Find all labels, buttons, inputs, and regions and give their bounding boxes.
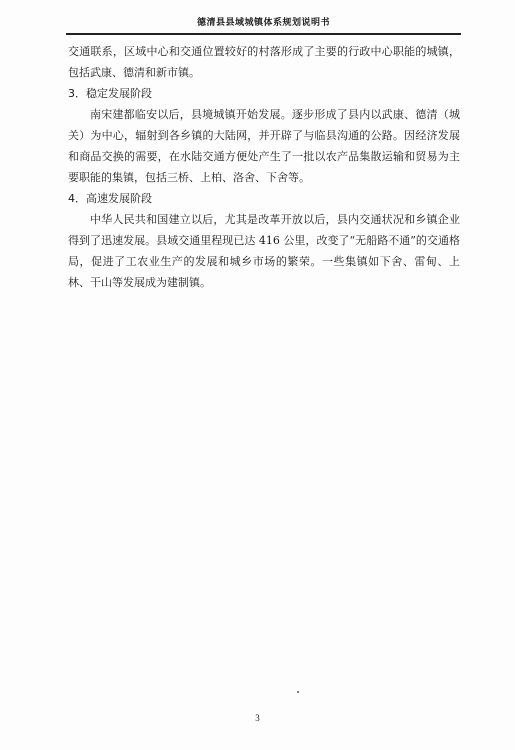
scan-speck [297,691,299,693]
intro-paragraph: 交通联系，区域中心和交通位置较好的村落形成了主要的行政中心职能的城镇，包括武康、德清和新市镇。 [68,45,460,79]
page-number: 3 [255,713,260,723]
section-4-paragraph: 中华人民共和国建立以后，尤其是改革开放以后，县内交通状况和乡镇企业得到了迅速发展。县域交通里程现已达 416 公里，改变了“无船路不通”的交通格局，促进了工农业生产的发展和城乡市场的繁荣。一些集镇如下舍、雷甸、上林、干山等发展成为建制镇。 [68,213,460,289]
document-body [68,41,460,293]
header-title: 德清县县域城镇体系规划说明书 [196,18,330,28]
section-4-heading: 4．高速发展阶段 [68,192,152,205]
section-3-paragraph: 南宋建都临安以后，县境城镇开始发展。逐步形成了县内以武康、德清（城关）为中心，辐射到各乡镇的大陆网，并开辟了与临县沟通的公路。因经济发展和商品交换的需要，在水陆交通方便处产生了一批以农产品集散运输和贸易为主要职能的集镇，包括三桥、上柏、洛舍、下舍等。 [68,108,460,184]
section-3-heading: 3．稳定发展阶段 [68,87,152,100]
running-header [66,15,461,35]
